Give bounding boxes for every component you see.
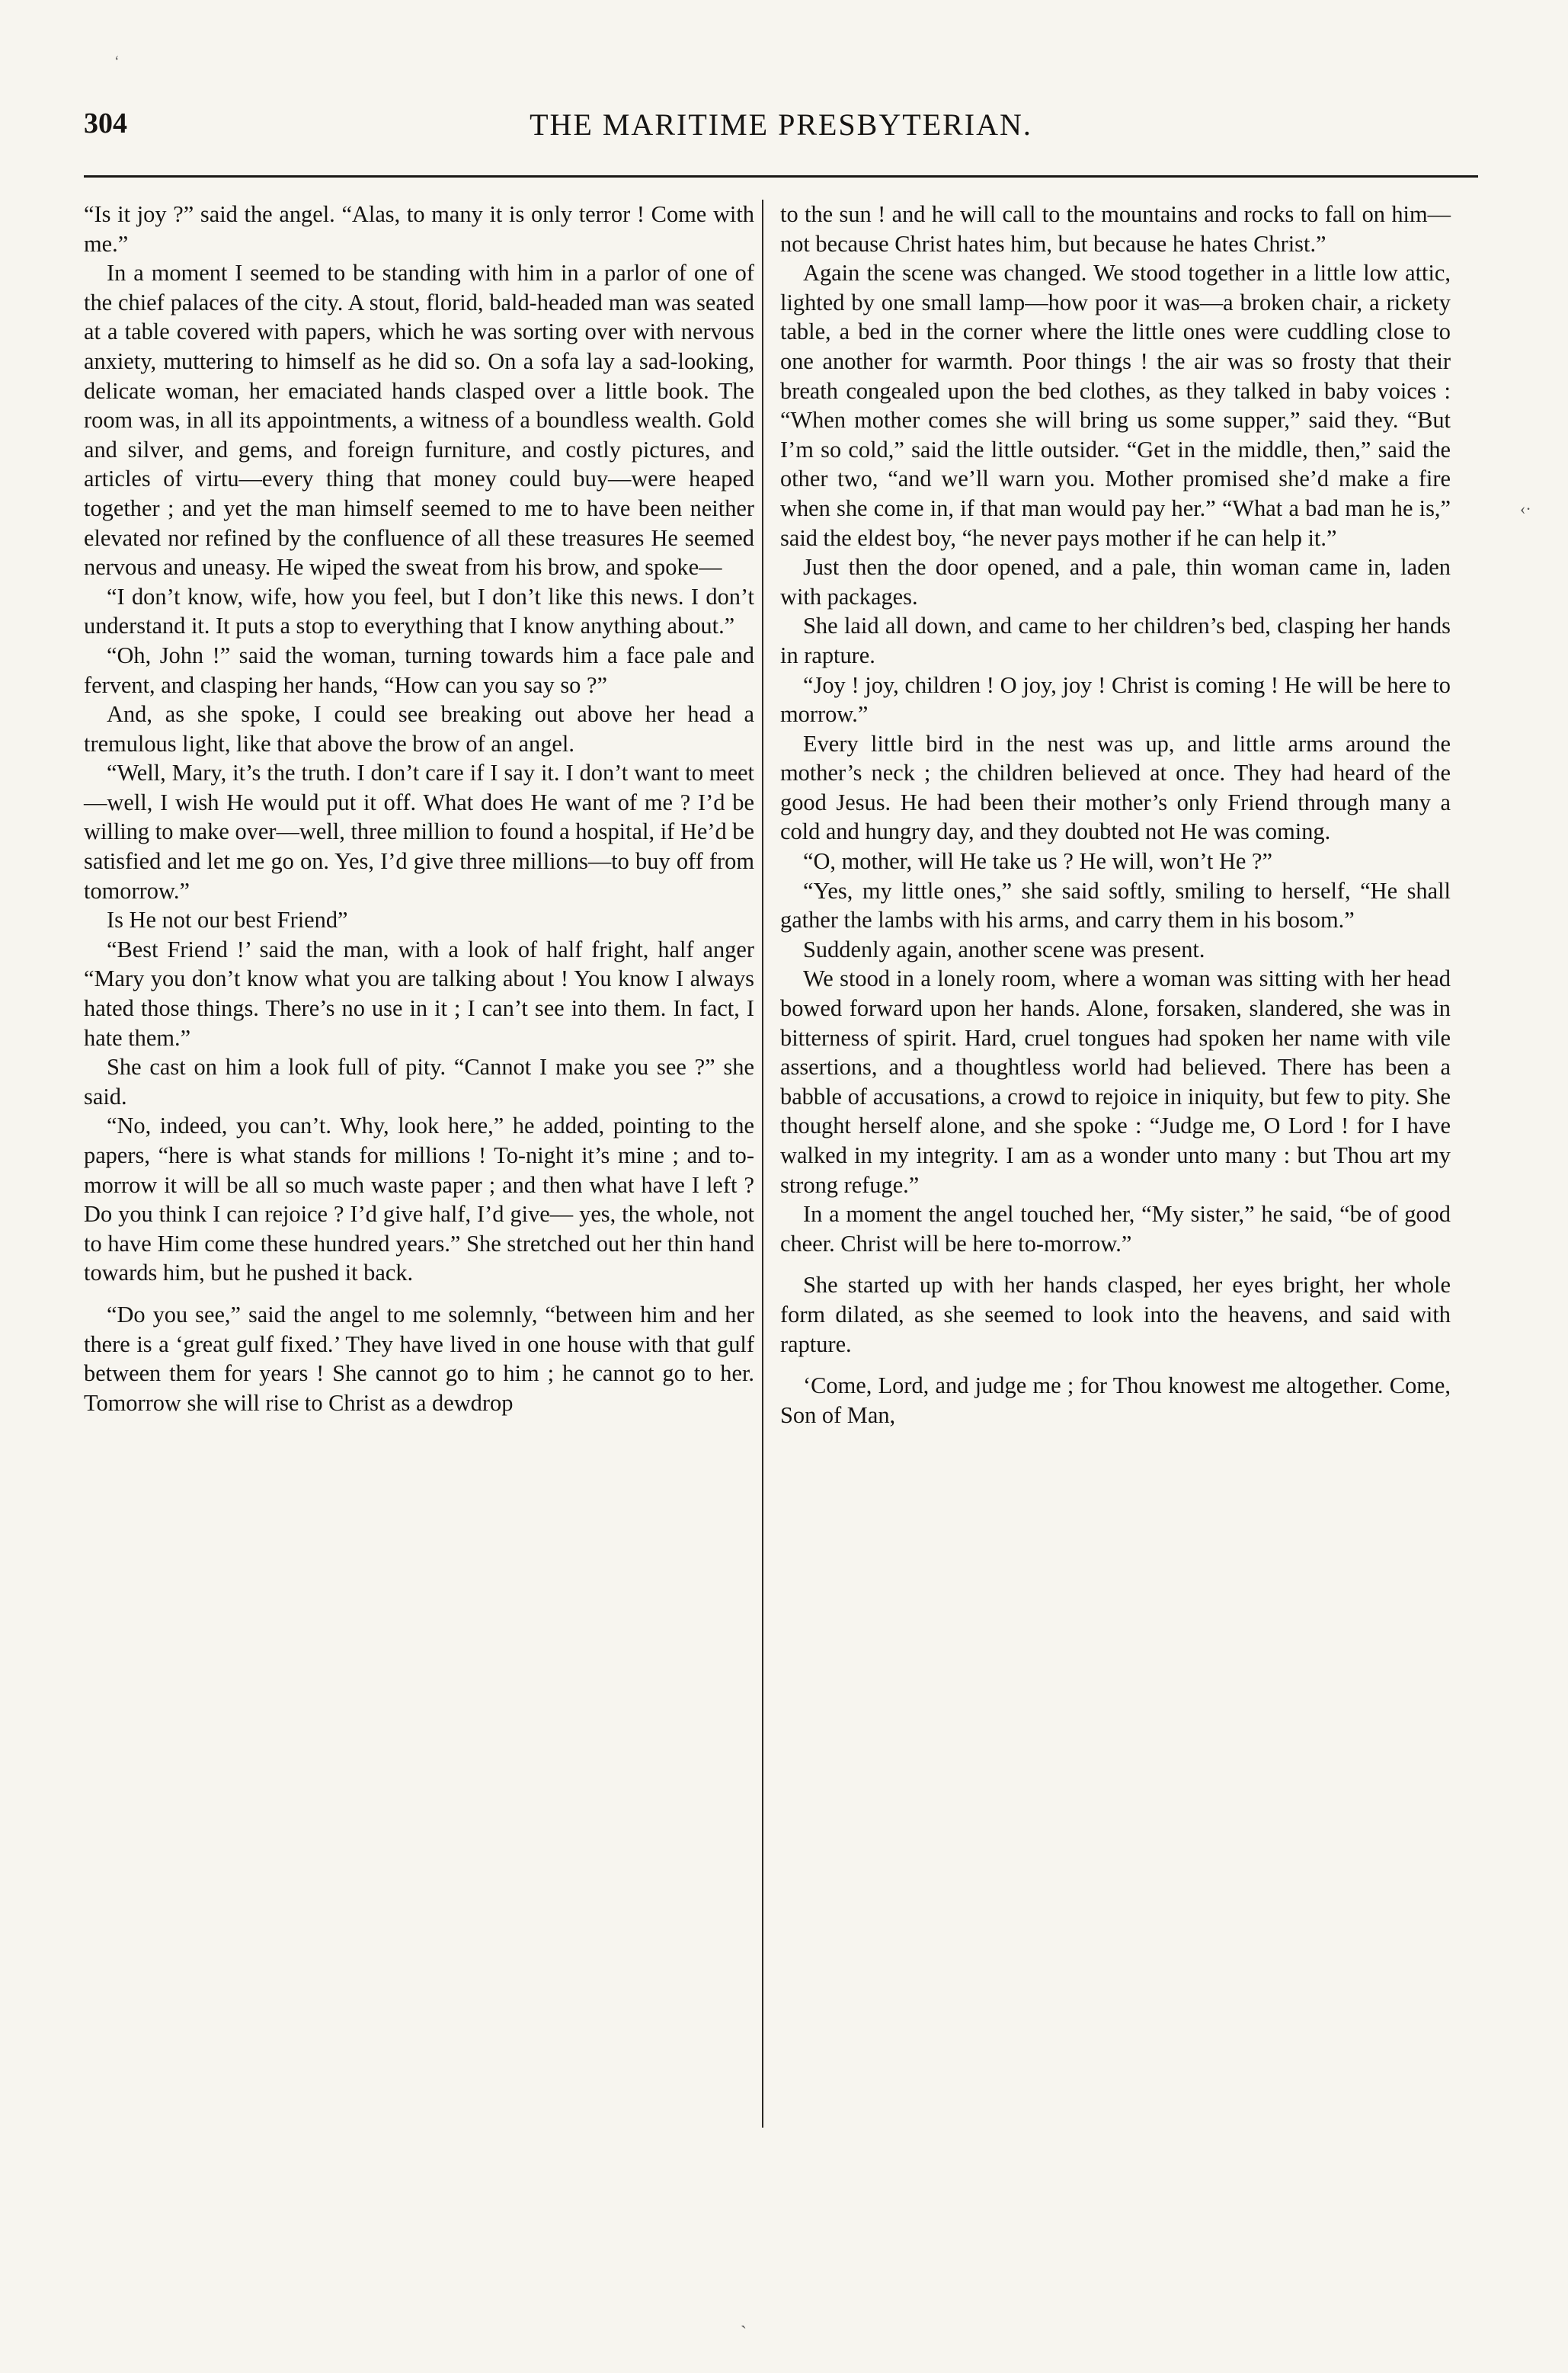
paragraph: Is He not our best Friend”: [107, 907, 348, 934]
paragraph: “Is it joy ?” said the angel. “Alas, to many it is only terror ! Come with me.”: [84, 201, 754, 257]
paragraph: “Joy ! joy, children ! O joy, joy ! Christ is coming ! He will be here to morrow.”: [780, 671, 1451, 728]
paragraph: Suddenly again, another scene was present.: [803, 936, 1205, 962]
paragraph: “I don’t know, wife, how you feel, but I don’t like this news. I don’t understand it. It puts a stop to everything that I know anything about.”: [84, 583, 754, 639]
paragraph: In a moment the angel touched her, “My sister,” he said, “be of good cheer. Christ will be here to-morrow.”: [780, 1201, 1451, 1257]
paragraph: She started up with her hands clasped, her eyes bright, her whole form dilated, as she seemed to look into the heavens, and said with rapture.: [780, 1272, 1451, 1357]
paragraph: “Yes, my little ones,” she said softly, smiling to herself, “He shall gather the lambs with his arms, and carry them in his bosom.”: [780, 877, 1451, 934]
page-header: [84, 107, 1478, 152]
running-title: THE MARITIME PRESBYTERIAN.: [530, 107, 1032, 142]
header-rule: [84, 175, 1478, 178]
paragraph: “No, indeed, you can’t. Why, look here,” he added, pointing to the papers, “here is what stands for millions ! To-night it’s mine ; and to-morrow it will be all so much waste paper ; and then what have I left ? Do you think I can rejoice ? I’d give half, I’d give— yes, the whole, not to have Him come these hundred years.” She stretched out her thin hand towards him, but he pushed it back.: [84, 1113, 754, 1286]
paragraph: And, as she spoke, I could see breaking out above her head a tremulous light, like that above the brow of an angel.: [84, 701, 754, 757]
right-column: [780, 200, 1451, 1430]
paragraph: “Oh, John !” said the woman, turning towards him a face pale and fervent, and clasping her hands, “How can you say so ?”: [84, 642, 754, 698]
paragraph: Again the scene was changed. We stood together in a little low attic, lighted by one small lamp—how poor it was—a broken chair, a rickety table, a bed in the corner where the little ones were cuddling close to one another for warmth. Poor things ! the air was so frosty that their breath congealed upon the bed clothes, as they talked in baby voices : “When mother comes she will bring us some supper,” said they. “But I’m so cold,” said the little outsider. “Get in the middle, then,” said the other two, “and we’ll warn you. Mother promised she’d make a fire when she come in, if that man would pay her.” “What a bad man he is,” said the eldest boy, “he never pays mother if he can help it.”: [780, 260, 1451, 551]
paragraph: She laid all down, and came to her children’s bed, clasping her hands in rapture.: [780, 613, 1451, 668]
paragraph: We stood in a lonely room, where a woman was sitting with her head bowed forward upon her hands. Alone, forsaken, slandered, she was in bitterness of spirit. Hard, cruel tongues had spoken her name with vile assertions, and a thoughtless world had believed. There has been a babble of accusations, a crowd to rejoice in iniquity, but few to pity. She thought herself alone, and she spoke : “Judge me, O Lord ! for I have walked in my integrity. I am as a wonder unto many : but Thou art my strong refuge.”: [780, 966, 1451, 1198]
paragraph: She cast on him a look full of pity. “Cannot I make you see ?” she said.: [84, 1054, 754, 1110]
stray-ink-mark-bottom: ˎ: [741, 2309, 747, 2329]
paragraph: Just then the door opened, and a pale, thin woman came in, laden with packages.: [780, 554, 1451, 610]
stray-ink-mark-top: ʻ: [114, 53, 120, 70]
paragraph: “Well, Mary, it’s the truth. I don’t care if I say it. I don’t want to meet—well, I wish He would put it off. What does He want of me ? I’d be willing to make over—well, three million to found a hospital, if He’d be satisfied and let me go on. Yes, I’d give three millions—to buy off from tomorrow.”: [84, 760, 754, 904]
paragraph: Every little bird in the nest was up, and little arms around the mother’s neck ; the children believed at once. They had heard of the good Jesus. He had been their mother’s only Friend through many a cold and hungry day, and they doubted not He was coming.: [780, 730, 1451, 845]
paragraph: “Do you see,” said the angel to me solemnly, “between him and her there is a ‘great gulf fixed.’ They have lived in one house with that gulf between them for years ! She cannot go to him ; he cannot go to her. Tomorrow she will rise to Christ as a dewdrop: [84, 1301, 754, 1416]
paragraph: In a moment I seemed to be standing with him in a parlor of one of the chief palaces of the city. A stout, florid, bald-headed man was seated at a table covered with papers, which he was sorting over with nervous anxiety, muttering to himself as he did so. On a sofa lay a sad-looking, delicate woman, her emaciated hands clasped over a little book. The room was, in all its appointments, a witness of a boundless wealth. Gold and silver, and gems, and foreign furniture, and costly pictures, and articles of virtu—every thing that money could buy—were heaped together ; and yet the man himself seemed to me to have been neither elevated nor refined by the confluence of all these treasures He seemed nervous and uneasy. He wiped the sweat from his brow, and spoke—: [84, 260, 754, 581]
paragraph: to the sun ! and he will call to the mountains and rocks to fall on him—not because Christ hates him, but because he hates Christ.”: [780, 201, 1451, 257]
column-divider: [762, 200, 763, 2128]
left-column: [84, 200, 754, 1417]
paragraph: “O, mother, will He take us ? He will, won’t He ?”: [803, 848, 1272, 875]
stray-ink-mark-margin: ‹·: [1520, 499, 1531, 518]
paragraph: “Best Friend !’ said the man, with a look of half fright, half anger “Mary you don’t know what you are talking about ! You know I always hated those things. There’s no use in it ; I can’t see into them. In fact, I hate them.”: [84, 936, 754, 1051]
paragraph: ‘Come, Lord, and judge me ; for Thou knowest me altogether. Come, Son of Man,: [780, 1372, 1451, 1428]
page-number: 304: [84, 107, 127, 139]
